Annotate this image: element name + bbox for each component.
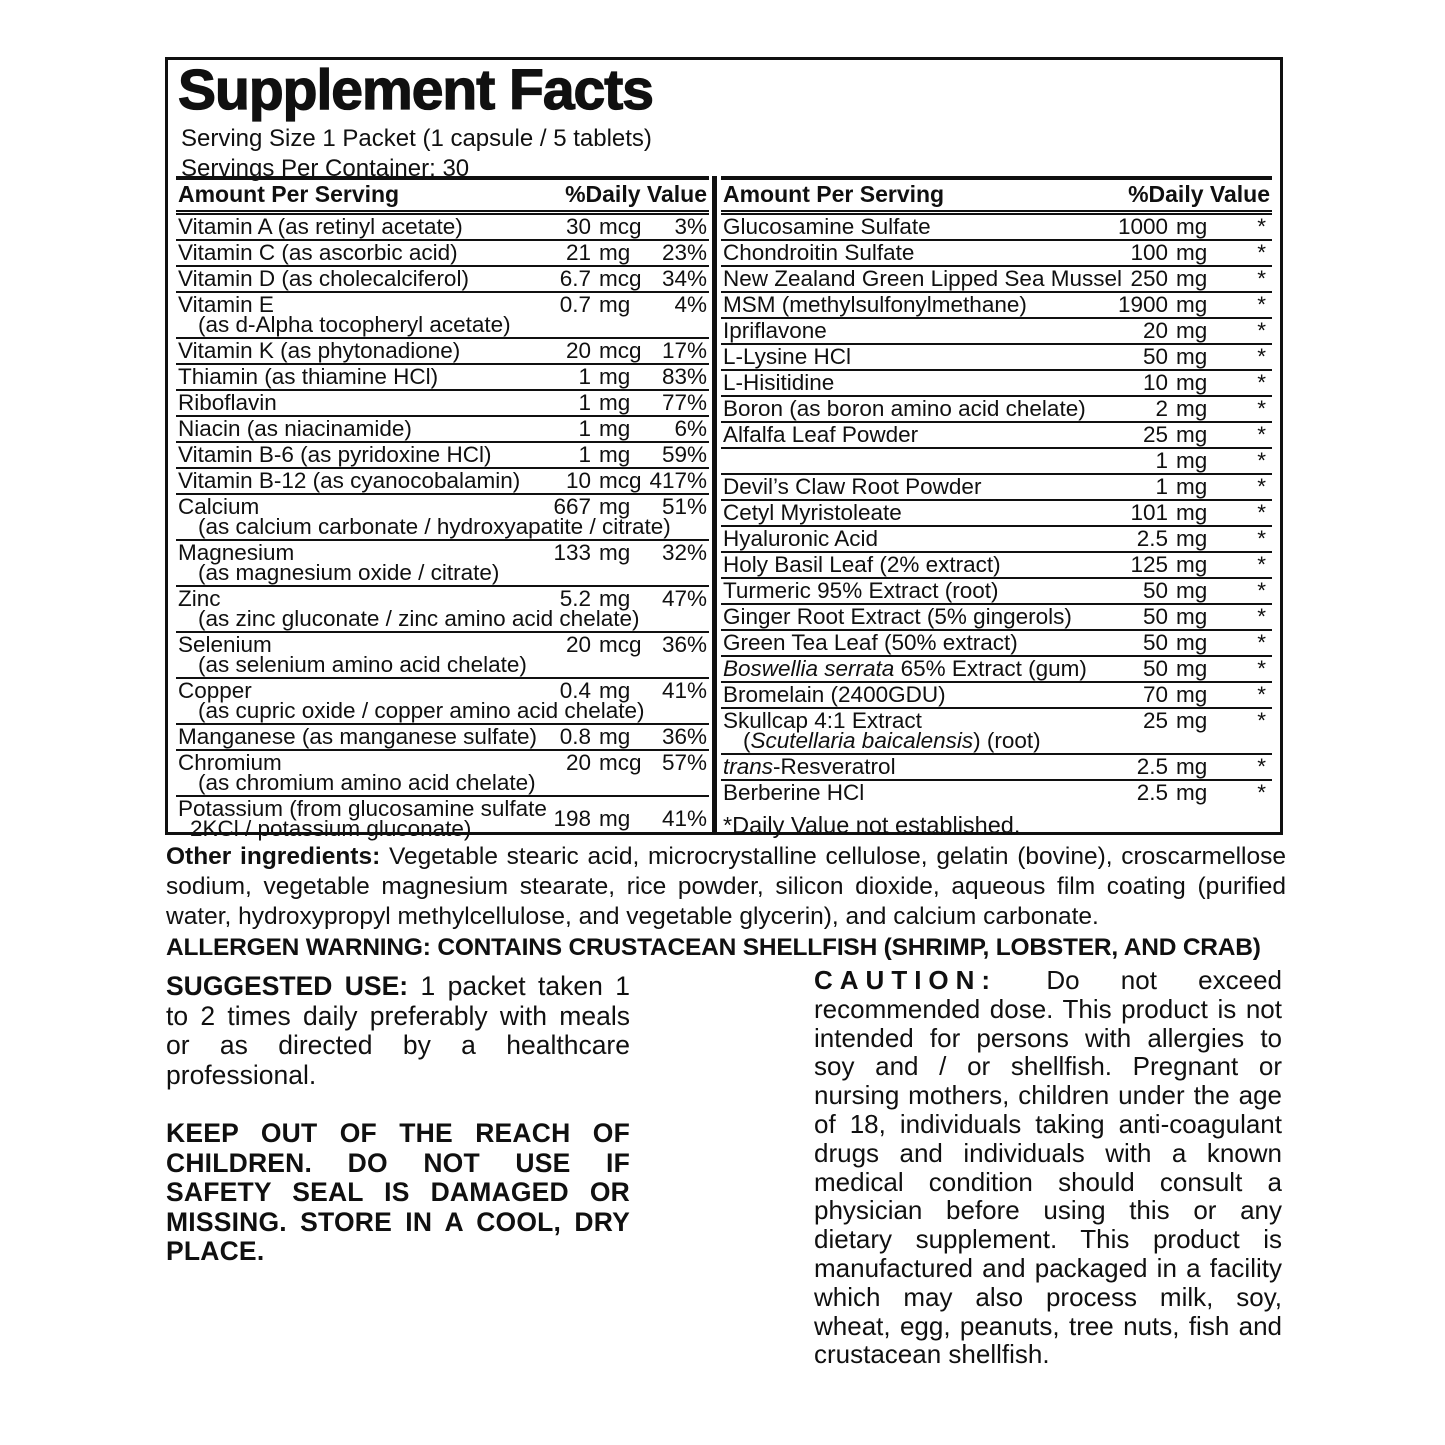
- allergen-warning: ALLERGEN WARNING: CONTAINS CRUSTACEAN SHELLFISH (SHRIMP, LOBSTER, AND CRAB): [166, 934, 1261, 961]
- daily-value: *: [1257, 422, 1266, 447]
- daily-value: *: [1257, 448, 1266, 473]
- daily-value: 36%: [661, 632, 707, 657]
- amount-unit: mcg: [599, 632, 642, 657]
- amount-value: 125: [1130, 552, 1168, 577]
- daily-value: 417%: [649, 468, 707, 493]
- amount-unit: mcg: [599, 266, 642, 291]
- ingredient-name: Vitamin A (as retinyl acetate): [178, 214, 463, 239]
- left-table-body: [176, 215, 709, 841]
- amount-unit: mg: [1176, 630, 1208, 655]
- daily-value: *: [1257, 292, 1266, 317]
- amount-value: 21: [565, 240, 591, 265]
- amount-value: 6.7: [559, 266, 591, 291]
- keep-out-warning: KEEP OUT OF THE REACH OF CHILDREN. DO NOT USE IF SAFETY SEAL IS DAMAGED OR MISSING. STORE IN A COOL, DRY PLACE.: [166, 1118, 630, 1266]
- table-row-main: [723, 266, 1270, 291]
- amount-value: 1: [578, 442, 591, 467]
- amount-value: 2: [1155, 396, 1168, 421]
- table-row-main: [723, 474, 1270, 499]
- amount-value: 20: [1142, 318, 1168, 343]
- table-row-main: [178, 724, 707, 749]
- amount-unit: mg: [1176, 526, 1208, 551]
- column-header-amount-per-serving: Amount Per Serving: [178, 181, 400, 207]
- daily-value: 17%: [661, 338, 707, 363]
- amount-unit: mg: [599, 540, 631, 565]
- daily-value: *: [1257, 630, 1266, 655]
- ingredient-name: Bromelain (2400GDU): [723, 682, 946, 707]
- other-ingredients-paragraph: [166, 842, 1286, 932]
- amount-unit: mg: [1176, 500, 1208, 525]
- table-row: [721, 655, 1272, 681]
- table-row: [721, 525, 1272, 551]
- table-row: [721, 577, 1272, 603]
- amount-unit: mg: [599, 364, 631, 389]
- ingredient-source-note: (as zinc gluconate / zinc amino acid chelate): [198, 606, 640, 631]
- table-row: [721, 753, 1272, 779]
- daily-value: *: [1257, 708, 1266, 733]
- table-row: [176, 215, 709, 239]
- daily-value: *: [1257, 682, 1266, 707]
- amount-value: 133: [553, 540, 591, 565]
- amount-unit: mg: [1176, 422, 1208, 447]
- daily-value: *: [1257, 266, 1266, 291]
- table-row: [721, 499, 1272, 525]
- amount-value: 2.5: [1136, 526, 1168, 551]
- table-row-main: [723, 630, 1270, 655]
- table-row: [176, 415, 709, 441]
- daily-value: *: [1257, 526, 1266, 551]
- ingredient-name: Vitamin K (as phytonadione): [178, 338, 461, 363]
- amount-unit: mg: [1176, 656, 1208, 681]
- table-row-main: [723, 240, 1270, 265]
- left-table-header: [176, 176, 709, 215]
- ingredient-name: Selenium: [178, 632, 272, 657]
- ingredient-name: Vitamin B-12 (as cyanocobalamin): [178, 468, 521, 493]
- amount-value: 50: [1142, 656, 1168, 681]
- amount-unit: mg: [1176, 552, 1208, 577]
- table-row-main: [723, 318, 1270, 343]
- table-row-main: [723, 292, 1270, 317]
- table-row: [176, 631, 709, 677]
- amount-unit: mg: [599, 586, 631, 611]
- amount-value: 0.7: [559, 292, 591, 317]
- table-row: [176, 441, 709, 467]
- amount-value: 1: [578, 390, 591, 415]
- daily-value: 23%: [661, 240, 707, 265]
- amount-unit: mg: [1176, 370, 1208, 395]
- ingredient-source-note: (as calcium carbonate / hydroxyapatite / citrate): [198, 514, 671, 539]
- amount-unit: mg: [1176, 266, 1208, 291]
- daily-value: 3%: [674, 214, 707, 239]
- serving-size: Serving Size 1 Packet (1 capsule / 5 tablets): [181, 125, 652, 152]
- table-row-main: [723, 780, 1270, 805]
- ingredient-source-note: (as selenium amino acid chelate): [198, 652, 527, 677]
- ingredient-name: Glucosamine Sulfate: [723, 214, 931, 239]
- daily-value: 51%: [661, 494, 707, 519]
- table-row: [721, 447, 1272, 473]
- table-row: [721, 681, 1272, 707]
- left-nutrient-table: [176, 176, 709, 841]
- table-row: [721, 395, 1272, 421]
- ingredient-name: Vitamin C (as ascorbic acid): [178, 240, 458, 265]
- nutrition-tables: [176, 176, 1272, 841]
- amount-unit: mcg: [599, 750, 642, 775]
- suggested-use-paragraph: [166, 972, 630, 1090]
- ingredient-name: Vitamin B-6 (as pyridoxine HCl): [178, 442, 492, 467]
- ingredient-source-note: (as chromium amino acid chelate): [198, 770, 536, 795]
- ingredient-name: Berberine HCl: [723, 780, 865, 805]
- table-row: [721, 629, 1272, 655]
- daily-value: 59%: [661, 442, 707, 467]
- ingredient-name-part: -Resveratrol: [773, 754, 896, 779]
- ingredient-source-note: (as d-Alpha tocopheryl acetate): [198, 312, 511, 337]
- table-row: [176, 265, 709, 291]
- ingredient-name: New Zealand Green Lipped Sea Mussel: [723, 266, 1122, 291]
- daily-value: 47%: [661, 586, 707, 611]
- table-row: [721, 603, 1272, 629]
- ingredient-name: Thiamin (as thiamine HCl): [178, 364, 439, 389]
- amount-unit: mcg: [599, 338, 642, 363]
- daily-value: 36%: [661, 724, 707, 749]
- ingredient-name: Zinc: [178, 586, 221, 611]
- amount-unit: mg: [1176, 240, 1208, 265]
- amount-unit: mcg: [599, 214, 642, 239]
- amount-unit: mg: [1176, 780, 1208, 805]
- table-row: [176, 723, 709, 749]
- amount-value: 250: [1130, 266, 1168, 291]
- amount-value: 50: [1142, 604, 1168, 629]
- ingredient-name: Copper: [178, 678, 252, 703]
- amount-unit: mg: [1176, 754, 1208, 779]
- amount-value: 198: [553, 806, 591, 831]
- amount-unit: mg: [599, 390, 631, 415]
- amount-value: 50: [1142, 344, 1168, 369]
- amount-value: 0.8: [559, 724, 591, 749]
- ingredient-name: L-Lysine HCl: [723, 344, 851, 369]
- ingredient-name-part: ) (root): [973, 728, 1041, 753]
- daily-value: *: [1257, 500, 1266, 525]
- ingredient-name: Skullcap 4:1 Extract: [723, 708, 922, 733]
- table-row: [176, 749, 709, 795]
- amount-value: 2.5: [1136, 780, 1168, 805]
- amount-value: 2.5: [1136, 754, 1168, 779]
- table-row-main: [178, 240, 707, 265]
- table-row: [176, 239, 709, 265]
- amount-value: 0.4: [559, 678, 591, 703]
- amount-value: 1: [1155, 474, 1168, 499]
- other-ingredients-section: [166, 842, 1286, 963]
- table-row: [176, 677, 709, 723]
- amount-unit: mcg: [599, 468, 642, 493]
- amount-value: 20: [565, 750, 591, 775]
- amount-value: 1000: [1117, 214, 1168, 239]
- table-row: [176, 467, 709, 493]
- table-row-main: [723, 754, 1270, 779]
- caution-paragraph: [814, 966, 1282, 1369]
- table-row: [176, 795, 709, 841]
- table-row-main: [178, 214, 707, 239]
- table-row: [721, 779, 1272, 805]
- suggested-use-label: SUGGESTED USE:: [166, 971, 409, 1001]
- suggested-use-section: [166, 972, 630, 1267]
- ingredient-name: Green Tea Leaf (50% extract): [723, 630, 1018, 655]
- daily-value: *: [1257, 474, 1266, 499]
- column-header-daily-value: %Daily Value: [565, 181, 707, 207]
- other-ingredients-label: Other ingredients:: [166, 843, 381, 870]
- table-row: [176, 585, 709, 631]
- amount-unit: mg: [1176, 214, 1208, 239]
- ingredient-name: Niacin (as niacinamide): [178, 416, 412, 441]
- amount-value: 20: [565, 338, 591, 363]
- table-row: [176, 389, 709, 415]
- daily-value: *: [1257, 656, 1266, 681]
- table-row-main: [723, 656, 1270, 681]
- caution-section: [814, 966, 1282, 1369]
- supplement-facts-panel: [165, 57, 1283, 841]
- amount-unit: mg: [1176, 708, 1208, 733]
- caution-text: Do not exceed recommended dose. This product is not intended for persons with allergies to soy and / or shellfish. Pregnant or nursing mothers, children under the age of 18, individuals taking anti-coagulant drugs and individuals with a known medical condition should consult a physician before using this or any dietary supplement. This product is manufactured and packaged in a facility which may also process milk, soy, wheat, egg, peanuts, tree nuts, fish and crustacean shellfish.: [814, 965, 1282, 1370]
- amount-value: 10: [1142, 370, 1168, 395]
- table-row-main: [723, 604, 1270, 629]
- daily-value: 6%: [674, 416, 707, 441]
- ingredient-name: Hyaluronic Acid: [723, 526, 879, 551]
- daily-value: *: [1257, 344, 1266, 369]
- ingredient-name: Calcium: [178, 494, 260, 519]
- table-row-main: [178, 468, 707, 493]
- amount-unit: mg: [1176, 474, 1208, 499]
- daily-value: 4%: [674, 292, 707, 317]
- amount-unit: mg: [1176, 604, 1208, 629]
- ingredient-name: Chromium: [178, 750, 282, 775]
- amount-unit: mg: [1176, 396, 1208, 421]
- ingredient-name: Vitamin E: [178, 292, 274, 317]
- table-row: [721, 473, 1272, 499]
- daily-value-footnote: *Daily Value not established.: [723, 812, 1021, 838]
- amount-unit: mg: [599, 494, 631, 519]
- amount-value: 1: [1155, 448, 1168, 473]
- amount-unit: mg: [1176, 318, 1208, 343]
- daily-value: *: [1257, 552, 1266, 577]
- table-row: [721, 239, 1272, 265]
- amount-value: 70: [1142, 682, 1168, 707]
- ingredient-name-part: 65% Extract (gum): [894, 656, 1087, 681]
- daily-value: 77%: [661, 390, 707, 415]
- right-nutrient-table: [721, 176, 1272, 838]
- amount-value: 10: [565, 468, 591, 493]
- table-row: [176, 539, 709, 585]
- ingredient-name: Riboflavin: [178, 390, 277, 415]
- table-row: [721, 265, 1272, 291]
- daily-value: 57%: [661, 750, 707, 775]
- daily-value: *: [1257, 780, 1266, 805]
- amount-value: 25: [1142, 422, 1168, 447]
- amount-unit: mg: [599, 806, 631, 831]
- table-row-main: [723, 448, 1270, 473]
- ingredient-name: Magnesium: [178, 540, 295, 565]
- ingredient-name: [723, 754, 1110, 779]
- ingredient-source-note: (as magnesium oxide / citrate): [198, 560, 500, 585]
- daily-value: *: [1257, 396, 1266, 421]
- table-row-main: [178, 390, 707, 415]
- suggested-use-text: 1 packet taken 1 to 2 times daily preferably with meals or as directed by a healthcare professional.: [166, 971, 630, 1090]
- daily-value: 41%: [661, 678, 707, 703]
- table-row-main: [723, 682, 1270, 707]
- ingredient-name: Ginger Root Extract (5% gingerols): [723, 604, 1072, 629]
- amount-unit: mg: [1176, 448, 1208, 473]
- table-row-main: [723, 552, 1270, 577]
- ingredient-name: Manganese (as manganese sulfate): [178, 724, 537, 749]
- table-row-main: [723, 370, 1270, 395]
- ingredient-name: Chondroitin Sulfate: [723, 240, 915, 265]
- table-row: [176, 493, 709, 539]
- ingredient-name: Turmeric 95% Extract (root): [723, 578, 999, 603]
- table-row: [176, 291, 709, 337]
- ingredient-source-note: (as cupric oxide / copper amino acid chelate): [198, 698, 645, 723]
- daily-value: *: [1257, 578, 1266, 603]
- ingredient-name: MSM (methylsulfonylmethane): [723, 292, 1027, 317]
- ingredient-name: Alfalfa Leaf Powder: [723, 422, 919, 447]
- table-row-main: [723, 526, 1270, 551]
- daily-value: 41%: [661, 806, 707, 831]
- table-row-main: [723, 214, 1270, 239]
- ingredient-name-line2: 2KCl / potassium gluconate): [190, 816, 472, 841]
- other-ingredients-text: Vegetable stearic acid, microcrystalline cellulose, gelatin (bovine), croscarmellose sodium, vegetable magnesium stearate, rice powder, silicon dioxide, aqueous film coating (purified water, hydroxypropyl methylcellulose, and vegetable glycerin), and calcium carbonate.: [166, 843, 1286, 930]
- ingredient-name: Cetyl Myristoleate: [723, 500, 902, 525]
- amount-value: 50: [1142, 578, 1168, 603]
- servings-per-container: Servings Per Container: 30: [181, 155, 470, 182]
- amount-value: 1: [578, 416, 591, 441]
- ingredient-name-part: Scutellaria baicalensis: [750, 728, 974, 753]
- table-row-main: [178, 338, 707, 363]
- column-header-daily-value: %Daily Value: [1128, 181, 1270, 207]
- daily-value: *: [1257, 370, 1266, 395]
- daily-value: 32%: [661, 540, 707, 565]
- table-row-main: [723, 344, 1270, 369]
- right-table-body: [721, 215, 1272, 805]
- table-row: [721, 343, 1272, 369]
- daily-value: *: [1257, 604, 1266, 629]
- ingredient-name: Ipriflavone: [723, 318, 827, 343]
- table-row: [721, 215, 1272, 239]
- table-row: [176, 363, 709, 389]
- amount-value: 100: [1130, 240, 1168, 265]
- amount-value: 1900: [1117, 292, 1168, 317]
- amount-value: 50: [1142, 630, 1168, 655]
- table-row-main: [723, 578, 1270, 603]
- amount-unit: mg: [599, 678, 631, 703]
- ingredient-name: L-Hisitidine: [723, 370, 835, 395]
- table-row-main: [723, 422, 1270, 447]
- amount-unit: mg: [1176, 682, 1208, 707]
- ingredient-name: [178, 796, 547, 841]
- ingredient-name-part: Boswellia serrata: [723, 656, 895, 681]
- ingredient-name-line1: Potassium (from glucosamine sulfate: [178, 796, 547, 821]
- caution-label: CAUTION:: [814, 965, 998, 995]
- column-divider: [712, 176, 717, 832]
- amount-value: 20: [565, 632, 591, 657]
- table-row-main: [178, 442, 707, 467]
- amount-unit: mg: [599, 442, 631, 467]
- table-row: [721, 551, 1272, 577]
- amount-unit: mg: [599, 724, 631, 749]
- table-row-main: [178, 364, 707, 389]
- table-row: [721, 369, 1272, 395]
- daily-value: 83%: [661, 364, 707, 389]
- amount-unit: mg: [1176, 344, 1208, 369]
- page-title: Supplement Facts: [178, 58, 653, 122]
- table-row: [721, 317, 1272, 343]
- amount-value: 5.2: [559, 586, 591, 611]
- right-table-header: [721, 176, 1272, 215]
- amount-unit: mg: [599, 240, 631, 265]
- amount-value: 25: [1142, 708, 1168, 733]
- daily-value: *: [1257, 240, 1266, 265]
- table-row: [721, 421, 1272, 447]
- ingredient-name-part: trans: [723, 754, 774, 779]
- table-row-main: [723, 500, 1270, 525]
- ingredient-name: Vitamin D (as cholecalciferol): [178, 266, 469, 291]
- ingredient-source-note: [723, 728, 1270, 753]
- table-row: [721, 707, 1272, 753]
- amount-value: 30: [565, 214, 591, 239]
- ingredient-name: Holy Basil Leaf (2% extract): [723, 552, 1001, 577]
- ingredient-name: Devil’s Claw Root Powder: [723, 474, 982, 499]
- table-row: [176, 337, 709, 363]
- column-header-amount-per-serving: Amount Per Serving: [723, 181, 945, 207]
- amount-unit: mg: [1176, 292, 1208, 317]
- amount-value: 1: [578, 364, 591, 389]
- daily-value: 34%: [661, 266, 707, 291]
- amount-value: 101: [1130, 500, 1168, 525]
- amount-unit: mg: [599, 292, 631, 317]
- daily-value: *: [1257, 214, 1266, 239]
- table-row-main: [178, 416, 707, 441]
- table-row: [721, 291, 1272, 317]
- ingredient-name-part: (: [743, 728, 751, 753]
- daily-value: *: [1257, 754, 1266, 779]
- table-row-main: [178, 266, 707, 291]
- amount-unit: mg: [599, 416, 631, 441]
- amount-unit: mg: [1176, 578, 1208, 603]
- ingredient-name: Boron (as boron amino acid chelate): [723, 396, 1086, 421]
- ingredient-name: [723, 656, 1110, 681]
- table-row-main: [723, 396, 1270, 421]
- amount-value: 667: [553, 494, 591, 519]
- daily-value: *: [1257, 318, 1266, 343]
